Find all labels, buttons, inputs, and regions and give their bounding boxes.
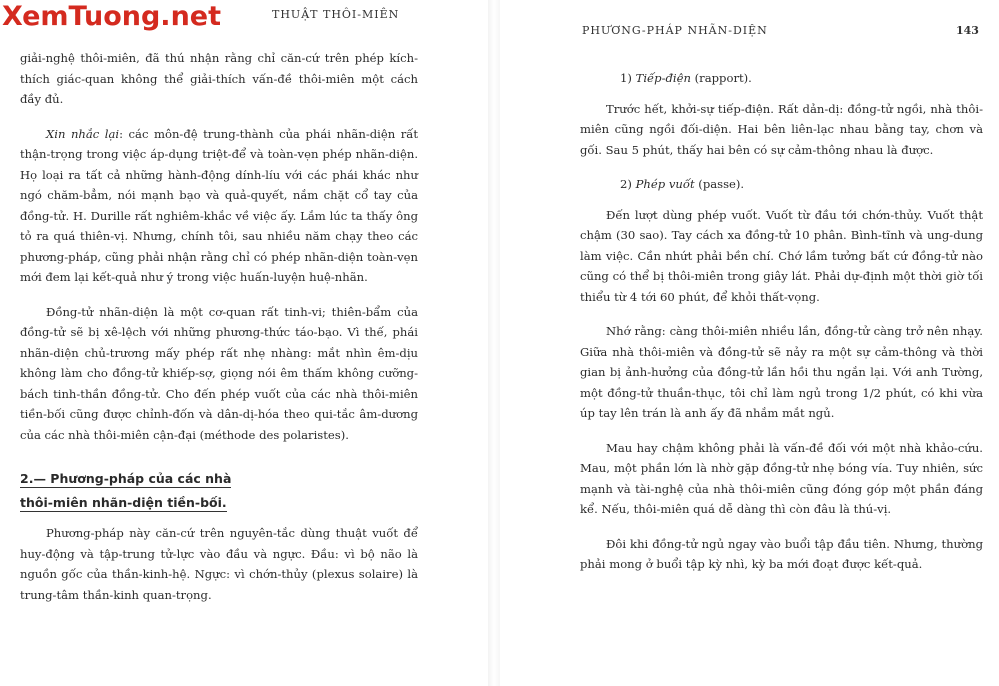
section-heading-line-2: thôi-miên nhãn-diện tiền-bối.	[20, 495, 227, 510]
subsection-2-heading	[580, 174, 983, 195]
left-page-body	[20, 48, 418, 605]
subsection-1-note: (rapport).	[694, 71, 752, 85]
subsection-1-title: Tiếp-điện	[635, 71, 691, 85]
left-paragraph-4: Phương-pháp này căn-cứ trên nguyên-tắc dùng thuật vuốt để huy-động và tập-trung tử-lực vào đầu và ngực. Đầu: vì bộ não là nguồn gốc của thần-kinh-hệ. Ngực: vì chớn-thủy (plexus solaire) là trung-tâm thần-kinh quan-trọng.	[20, 526, 418, 602]
reminder-text: : các môn-đệ trung-thành của phái nhãn-diện rất thận-trọng trong việc áp-dụng triệt-để và toàn-vẹn phép nhãn-diện. Họ loại ra tất cả những hành-động dính-líu với các phái khác như ngó chăm-bẳm, nói mạnh bạo và quả-quyết, nắm chặt cổ tay của đồng-tử. H. Durille rất nghiêm-khắc về việc ấy. Lắm lúc ta thấy ông tỏ ra quá thiên-vị. Nhưng, chính tôi, sau nhiều năm chạy theo các phương-pháp, cũng phải nhận rằng chỉ có phép nhãn-diện toàn-vẹn mới đem lại kết-quả như ý trong việc huấn-luyện huệ-nhãn.	[20, 126, 419, 284]
book-gutter	[488, 0, 500, 686]
right-paragraph-2: Đến lượt dùng phép vuốt. Vuốt từ đầu tới chớn-thủy. Vuốt thật chậm (30 sao). Tay cách xa đồng-tử 10 phân. Bình-tĩnh và ung-dung làm việc. Cần nhứt phải bền chí. Chớ lầm tưởng bất cứ đồng-tử nào cũng có thể bị thôi-miên trong giây lát. Phải dự-định một thời giờ tối thiểu từ 4 tới 60 phút, để khỏi thất-vọng.	[580, 207, 983, 304]
right-paragraph-4: Mau hay chậm không phải là vấn-đề đối với một nhà khảo-cứu. Mau, một phần lớn là nhờ gặp đồng-tử nhẹ bóng vía. Tuy nhiên, sức mạnh và tài-nghệ của nhà thôi-miên cũng đóng góp một phần đáng kể. Nếu, thôi-miên quá dễ dàng thì còn đâu là thú-vị.	[580, 440, 983, 516]
right-running-head: PHƯƠNG-PHÁP NHÃN-DIỆN	[582, 24, 768, 37]
page-number: 143	[956, 24, 979, 37]
section-heading-line-1: 2.— Phương-pháp của các nhà	[20, 471, 232, 486]
reminder-lead: Xin nhắc lại	[46, 126, 120, 141]
right-paragraph-5: Đôi khi đồng-tử ngủ ngay vào buổi tập đầu tiên. Nhưng, thường phải mong ở buổi tập kỳ nhì, kỳ ba mới đoạt được kết-quả.	[580, 536, 983, 571]
subsection-2-note: (passe).	[698, 177, 745, 191]
subsection-1-number: 1)	[620, 71, 632, 85]
site-watermark: XemTuong.net	[2, 1, 222, 32]
left-paragraph-2	[20, 124, 418, 288]
left-paragraph-3: Đồng-tử nhãn-diện là một cơ-quan rất tinh-vi; thiên-bẩm của đồng-tử sẽ bị xê-lệch với những phương-thức táo-bạo. Vì thế, phái nhãn-diện chủ-trương mấy phép rất nhẹ nhàng: mắt nhìn êm-dịu không làm cho đồng-tử khiếp-sợ, giọng nói êm thấm không cưỡng-bách tinh-thần đồng-tử. Cho đến phép vuốt của các nhà thôi-miên tiền-bối cũng được chỉnh-đốn và dân-dị-hóa theo qui-tắc âm-dương của các nhà thôi-miên cận-đại (méthode des polaristes).	[20, 304, 418, 442]
right-page-body	[580, 68, 983, 575]
subsection-1-heading	[580, 68, 983, 89]
right-page	[500, 0, 999, 686]
section-heading	[20, 467, 418, 515]
subsection-2-title: Phép vuốt	[635, 177, 695, 191]
subsection-2-number: 2)	[620, 177, 632, 191]
right-paragraph-1: Trước hết, khởi-sự tiếp-điện. Rất dản-dị: đồng-tử ngồi, nhà thôi-miên cũng ngồi đối-diện. Hai bên liên-lạc nhau bằng tay, chơn và gối. Sau 5 phút, thấy hai bên có sự cảm-thông nhau là được.	[580, 101, 983, 157]
left-paragraph-1: giải-nghệ thôi-miên, đã thú nhận rằng chỉ căn-cứ trên phép kích-thích giác-quan không thể giải-thích vấn-đề thôi-miên một cách đầy đủ.	[20, 51, 418, 106]
left-page	[0, 0, 488, 686]
left-running-head: THUẬT THÔI-MIÊN	[272, 8, 400, 21]
right-paragraph-3: Nhớ rằng: càng thôi-miên nhiều lần, đồng-tử càng trở nên nhạy. Giữa nhà thôi-miên và đồng-tử sẽ nảy ra một sự cảm-thông và thời gian bị ảnh-hưởng của đồng-tử lần hồi thu ngắn lại. Với anh Tường, một đồng-tử thuần-thục, tôi chỉ làm ngủ trong 1/2 phút, có khi vừa úp tay lên trán là anh ấy đã nhắm mắt ngủ.	[580, 324, 983, 420]
